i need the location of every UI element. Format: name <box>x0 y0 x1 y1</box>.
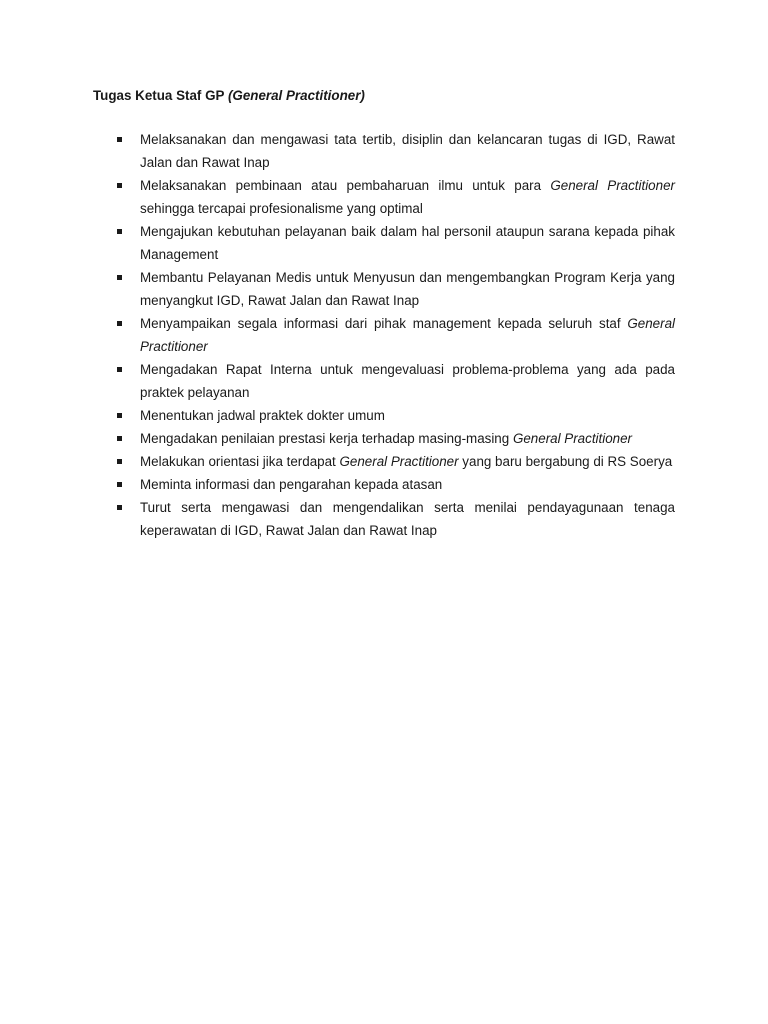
square-bullet-icon <box>117 321 122 326</box>
square-bullet-icon <box>117 413 122 418</box>
duty-item <box>115 128 675 174</box>
duty-item <box>115 220 675 266</box>
duty-item <box>115 358 675 404</box>
square-bullet-icon <box>117 436 122 441</box>
title-italic: (General Practitioner) <box>227 88 365 103</box>
square-bullet-icon <box>117 482 122 487</box>
duty-text <box>140 132 675 170</box>
duty-text <box>140 454 672 469</box>
duty-item <box>115 473 675 496</box>
duty-text-segment: Membantu Pelayanan Medis untuk Menyusun dan mengembangkan Program Kerja yang menyangkut IGD, Rawat Jalan dan Rawat Inap <box>140 270 675 308</box>
duty-text-segment: Mengadakan Rapat Interna untuk mengevaluasi problema-problema yang ada pada praktek pelayanan <box>140 362 675 400</box>
duty-text-italic-segment: General Practitioner <box>339 454 459 469</box>
duty-item <box>115 496 675 542</box>
duty-text-segment: Mengajukan kebutuhan pelayanan baik dalam hal personil ataupun sarana kepada pihak Management <box>140 224 675 262</box>
duty-text-segment: Melakukan orientasi jika terdapat <box>140 454 340 469</box>
square-bullet-icon <box>117 459 122 464</box>
duty-text <box>140 178 675 216</box>
duty-text <box>140 362 675 400</box>
duty-text-segment: yang baru bergabung di RS Soerya <box>458 454 673 469</box>
square-bullet-icon <box>117 183 122 188</box>
square-bullet-icon <box>117 505 122 510</box>
square-bullet-icon <box>117 275 122 280</box>
duty-item <box>115 404 675 427</box>
duty-item <box>115 427 675 450</box>
duty-text <box>140 408 385 423</box>
duty-text-segment: Turut serta mengawasi dan mengendalikan serta menilai pendayagunaan tenaga keperawatan di IGD, Rawat Jalan dan Rawat Inap <box>140 500 675 538</box>
duty-text <box>140 316 675 354</box>
duty-text-segment: sehingga tercapai profesionalisme yang optimal <box>140 201 423 216</box>
duty-text <box>140 477 442 492</box>
duty-text-italic-segment: General Practitioner <box>140 316 675 354</box>
document-title <box>93 87 365 105</box>
duty-text-segment: Menentukan jadwal praktek dokter umum <box>140 408 385 423</box>
duty-item <box>115 312 675 358</box>
duty-text-italic-segment: General Practitioner <box>512 431 633 446</box>
duty-item <box>115 174 675 220</box>
title-main: Tugas Ketua Staf GP <box>93 88 225 103</box>
duty-item <box>115 450 675 473</box>
duty-text-segment: Melaksanakan pembinaan atau pembaharuan ilmu untuk para <box>140 178 551 193</box>
duty-text <box>140 431 632 446</box>
square-bullet-icon <box>117 367 122 372</box>
duty-text-segment: Menyampaikan segala informasi dari pihak management kepada seluruh staf <box>140 316 628 331</box>
duty-text-segment: Melaksanakan dan mengawasi tata tertib, disiplin dan kelancaran tugas di IGD, Rawat Jalan dan Rawat Inap <box>140 132 675 170</box>
duty-text-segment: Meminta informasi dan pengarahan kepada atasan <box>140 477 443 492</box>
duty-list <box>115 128 675 542</box>
square-bullet-icon <box>117 137 122 142</box>
duty-text <box>140 224 675 262</box>
square-bullet-icon <box>117 229 122 234</box>
duty-text <box>140 270 675 308</box>
duty-item <box>115 266 675 312</box>
duty-text <box>140 500 675 538</box>
duty-text-italic-segment: General Practitioner <box>550 178 675 193</box>
duty-text-segment: Mengadakan penilaian prestasi kerja terhadap masing-masing <box>140 431 513 446</box>
